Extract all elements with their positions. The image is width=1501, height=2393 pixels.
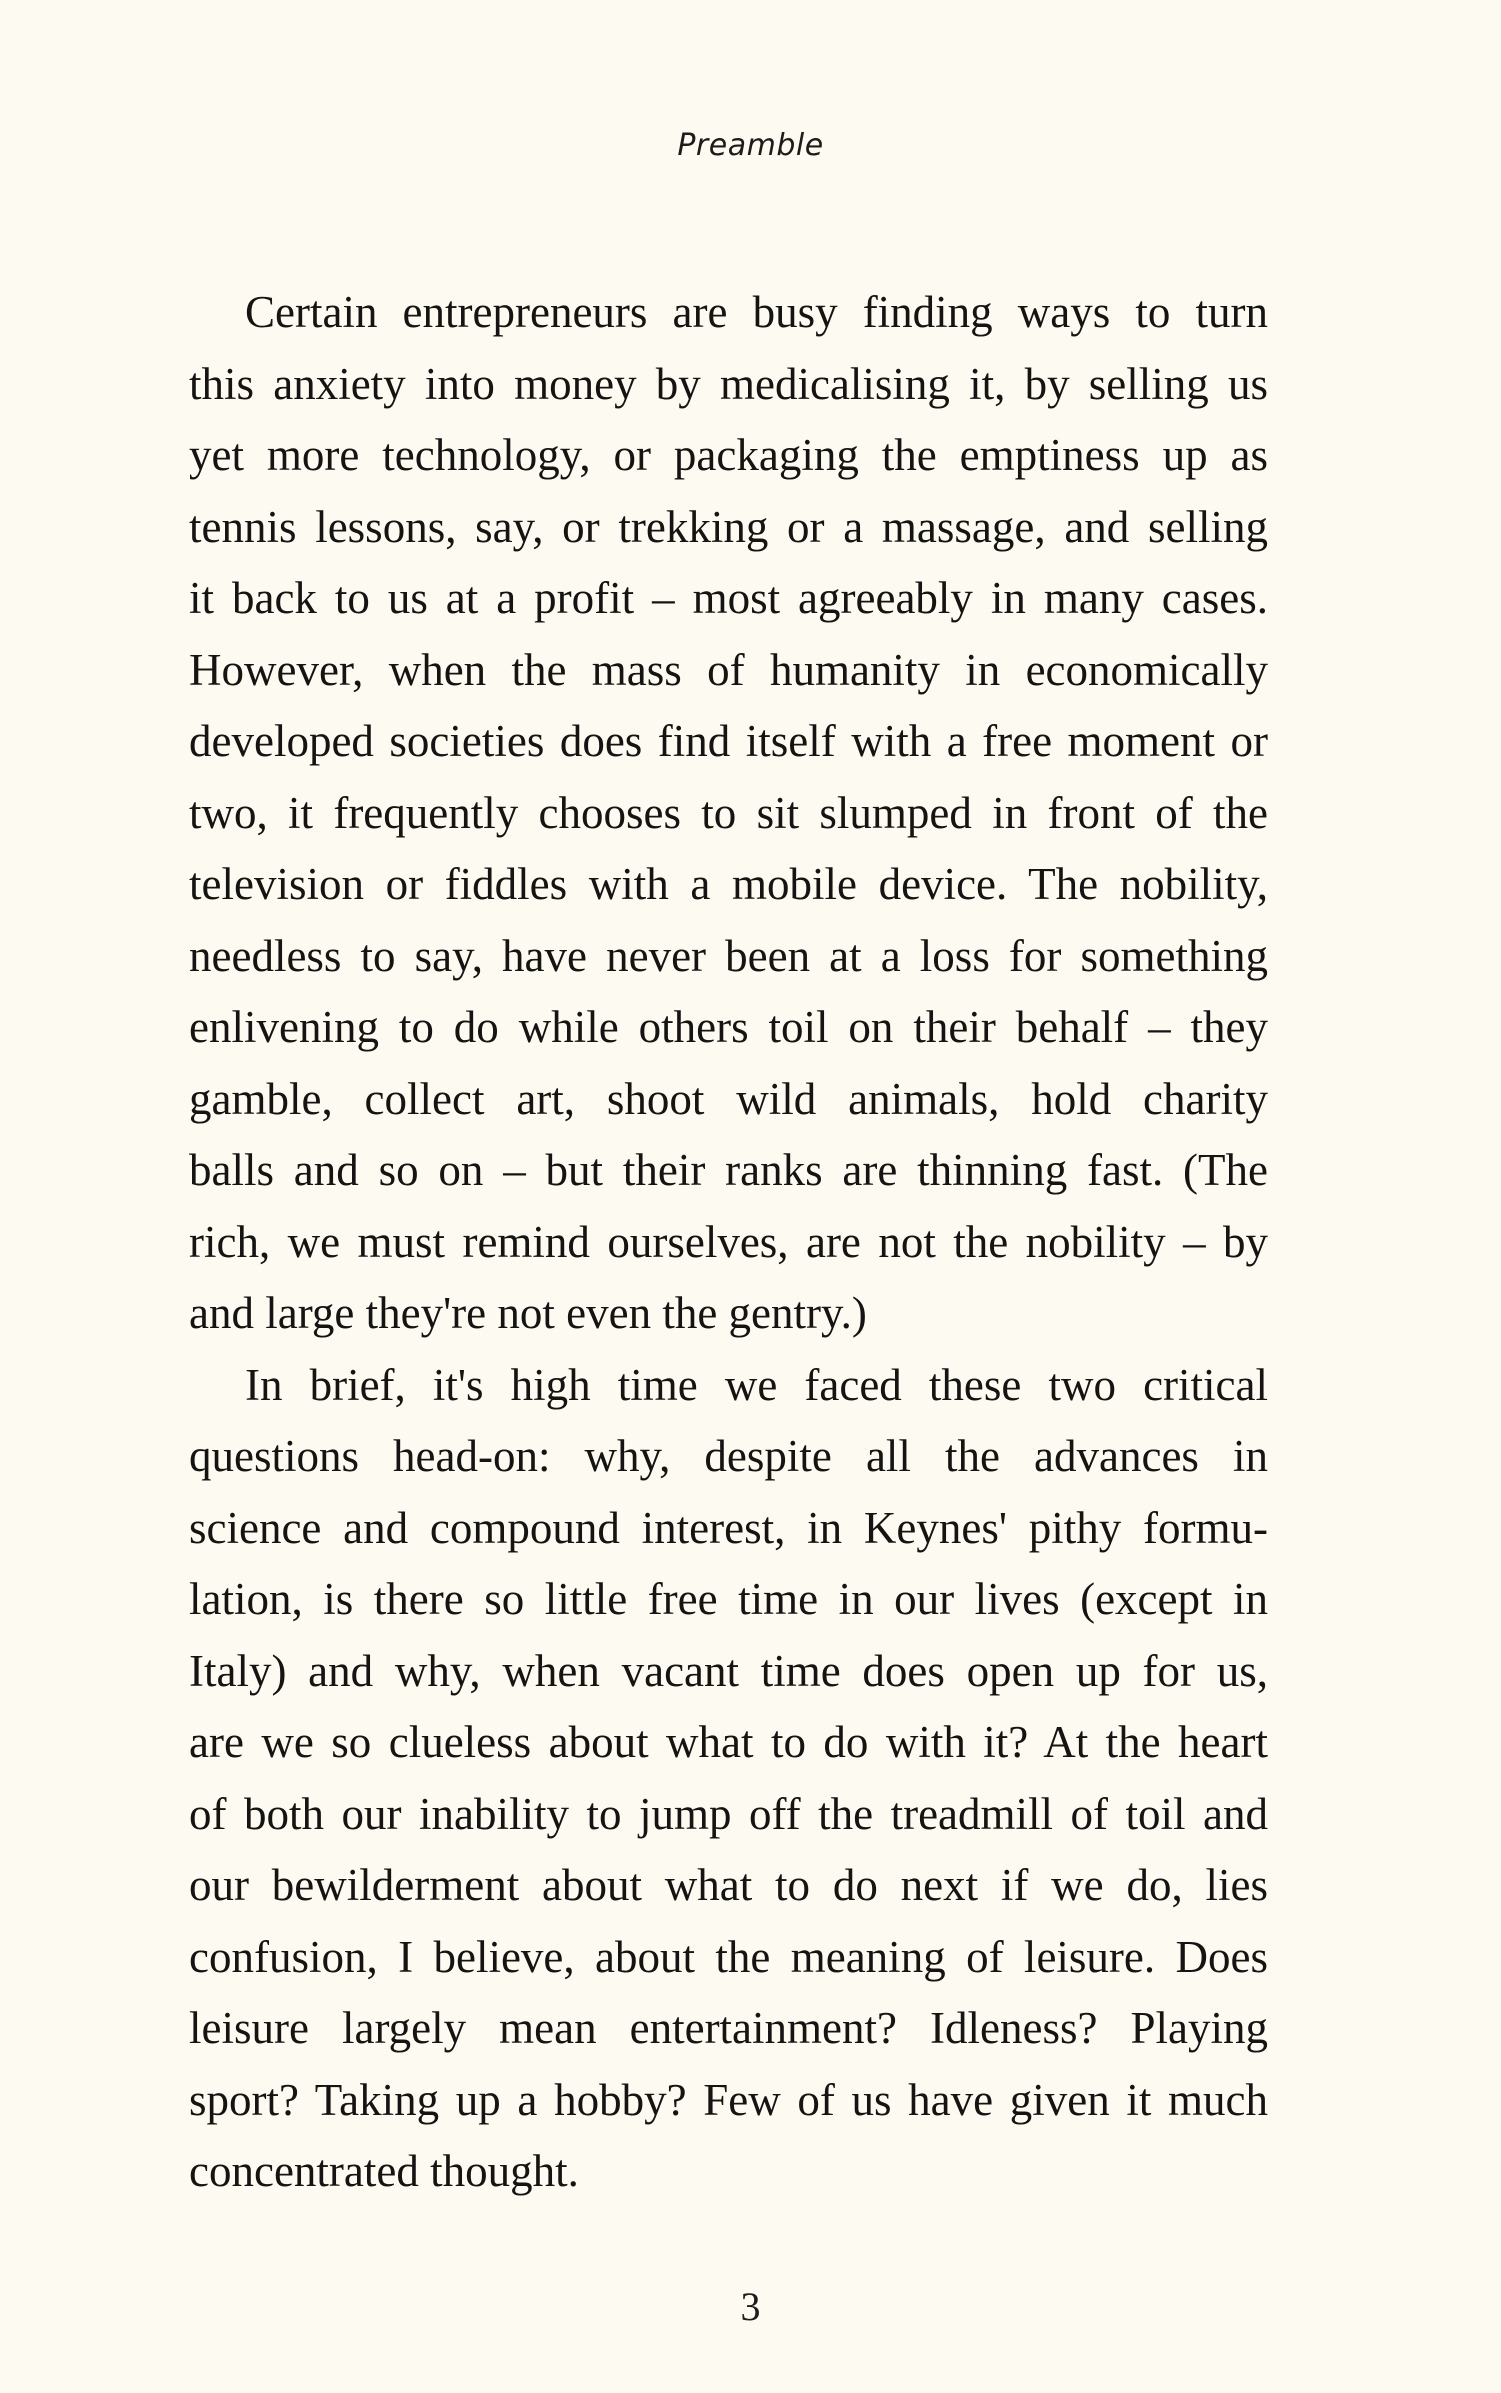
text-line: gamble, collect art, shoot wild animals, hold charity [189,1073,1268,1124]
text-line: However, when the mass of humanity in economically [189,644,1268,695]
text-line: television or fiddles with a mobile device. The nobility, [189,859,1268,909]
text-line: lation, is there so little free time in our lives (except in [189,1574,1268,1624]
text-line: developed societies does find itself with a free moment or [189,716,1268,766]
text-line: leisure largely mean entertainment? Idleness? Playing [189,2003,1268,2053]
text-line: it back to us at a profit – most agreeably in many cases. [189,573,1268,623]
body-text [189,277,1268,2208]
text-line: yet more technology, or packaging the emptiness up as [189,430,1268,480]
text-line: this anxiety into money by medicalising it, by selling us [189,358,1268,409]
text-line: tennis lessons, say, or trekking or a massage, and selling [189,501,1268,552]
text-line: are we so clueless about what to do with it? At the heart [189,1717,1268,1767]
text-line: of both our inability to jump off the treadmill of toil and [189,1788,1268,1839]
text-line: confusion, I believe, about the meaning of leisure. Does [189,1931,1268,1982]
text-line: needless to say, have never been at a loss for something [189,930,1268,981]
text-line: our bewilderment about what to do next if we do, lies [189,1860,1268,1910]
text-line: and large they're not even the gentry.) [189,1288,867,1338]
text-line: questions head-on: why, despite all the advances in [189,1431,1268,1481]
text-line: science and compound interest, in Keynes' pithy formu- [189,1502,1268,1553]
text-line: In brief, it's high time we faced these two critical [245,1359,1268,1410]
running-head: Preamble [677,128,824,163]
text-line: rich, we must remind ourselves, are not the nobility – by [189,1216,1268,1267]
text-line: Italy) and why, when vacant time does open up for us, [189,1645,1268,1696]
page-number: 3 [740,2284,761,2329]
text-line: concentrated thought. [189,2146,579,2196]
text-line: two, it frequently chooses to sit slumped in front of the [189,787,1268,838]
text-line: sport? Taking up a hobby? Few of us have given it much [189,2074,1268,2125]
text-line: balls and so on – but their ranks are thinning fast. (The [189,1145,1268,1195]
paragraph [189,277,1268,1350]
paragraph [189,1350,1268,2208]
text-line: enlivening to do while others toil on their behalf – they [189,1002,1268,1052]
text-line: Certain entrepreneurs are busy finding ways to turn [245,287,1268,337]
